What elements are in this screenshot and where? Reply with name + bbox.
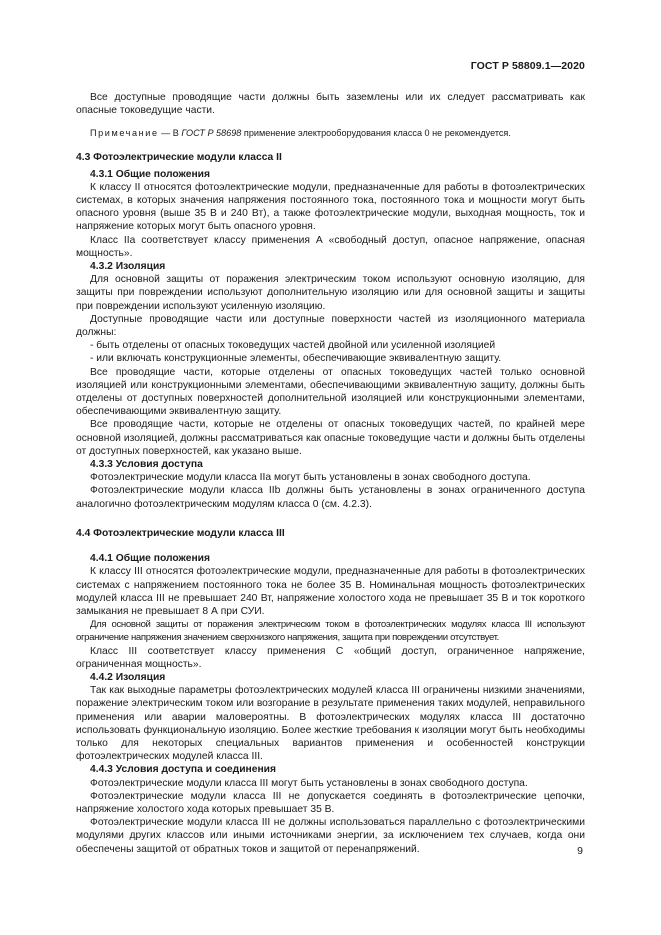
subsection-heading-4-3-3: 4.3.3 Условия доступа: [90, 459, 203, 471]
paragraph: К классу III относятся фотоэлектрические модули, предназначенные для работы в фотоэлектрических системах с напряжением постоянного тока не более 35 В. Номинальная мощность фотоэлектрических модулей класса III не превышает 240 Вт, напряжение холостого хода не превышает 35 В и ток короткого замыкания не превышает 8 А при СУИ.: [76, 566, 585, 617]
paragraph: Класс III соответствует классу применения С «общий доступ, ограниченное напряжение, ограниченная мощность».: [76, 645, 585, 670]
subsection-heading-4-4-3: 4.4.3 Условия доступа и соединения: [90, 764, 277, 776]
document-header: ГОСТ Р 58809.1—2020: [470, 60, 585, 72]
paragraph: Доступные проводящие части или доступные поверхности частей из изоляционного материала должны:: [76, 313, 585, 339]
section-heading-4-4: 4.4 Фотоэлектрические модули класса III: [76, 527, 285, 539]
paragraph: Фотоэлектрические модули класса IIa могут быть установлены в зонах свободного доступа.: [90, 472, 531, 484]
paragraph: Класс IIa соответствует классу применения А «свободный доступ, опасное напряжение, опасная мощность».: [76, 234, 585, 259]
paragraph: К классу II относятся фотоэлектрические модули, предназначенные для работы в фотоэлектрических системах, в которых значения напряжения постоянного тока, постоянного тока и мощности могут быть опасного уровня (выше 35 В и 240 Вт), а также фотоэлектрические модули, выходная мощность, ток и напряжение которых могут быть опасного уровня.: [76, 181, 585, 233]
note-text: применение электрооборудования класса 0 не рекомендуется.: [243, 128, 511, 139]
paragraph: Для основной защиты от поражения электрическим током в фотоэлектрических модулях класса III используют ограничение напряжения значением сверхнизкого напряжения, защита при повреждении отсутствует.: [76, 619, 585, 644]
list-item: - или включать конструкционные элементы, обеспечивающие эквивалентную защиту.: [90, 353, 502, 365]
note-dash: —: [161, 128, 171, 139]
note: [76, 127, 585, 139]
paragraph: Фотоэлектрические модули класса IIb должны быть установлены в зонах ограниченного доступа аналогично фотоэлектрическим модулям класса 0 (см. 4.2.3).: [76, 485, 585, 510]
subsection-heading-4-3-1: 4.3.1 Общие положения: [90, 168, 210, 180]
paragraph: Фотоэлектрические модули класса III не допускается соединять в фотоэлектрические цепочки, напряжение холостого хода которых превышает 35 В.: [76, 790, 585, 815]
paragraph: Все проводящие части, которые не отделены от опасных токоведущих частей, по крайней мере основной изоляцией, должны рассматриваться как опасные токоведущие части и должны быть отделены от доступных поверхностей, как указано выше.: [76, 419, 585, 457]
paragraph: Для основной защиты от поражения электрическим током используют основную изоляцию, для защиты при повреждении используют дополнительную изоляцию или для основной защиты и защиты при повреждении используют усиленную изоляцию.: [76, 274, 585, 312]
paragraph: Фотоэлектрические модули класса III не должны использоваться параллельно с фотоэлектрическими модулями других классов или иными источниками энергии, за исключением тех случаев, когда они обеспечены защитой от обратных токов и защитой от перенапряжений.: [76, 817, 585, 855]
note-prefix: В: [172, 128, 179, 139]
subsection-heading-4-4-1: 4.4.1 Общие положения: [90, 553, 210, 565]
paragraph: Так как выходные параметры фотоэлектрических модулей класса III ограничены низкими значениями, поражение электрическим током или возгорание в результате применения таких модулей, неправильного применения или аварии маловероятны. В фотоэлектрических модулях класса III достаточно использовать функциональную изоляцию. Более жесткие требования к изоляции могут быть необходимы только для некоторых специальных вариантов применения и особенностей конструкции фотоэлектрических модулей класса III.: [76, 685, 585, 763]
section-heading-4-3: 4.3 Фотоэлектрические модули класса II: [76, 152, 282, 164]
document-body: [76, 91, 585, 856]
note-label: Примечание: [90, 128, 159, 139]
paragraph: Все доступные проводящие части должны быть заземлены или их следует рассматривать как опасные токоведущие части.: [76, 92, 585, 117]
subsection-heading-4-3-2: 4.3.2 Изоляция: [90, 261, 166, 273]
paragraph: Фотоэлектрические модули класса III могут быть установлены в зонах свободного доступа.: [90, 777, 528, 789]
page-number: 9: [577, 845, 583, 857]
list-item: - быть отделены от опасных токоведущих частей двойной или усиленной изоляцией: [90, 340, 496, 352]
paragraph: Все проводящие части, которые отделены от опасных токоведущих частей только основной изоляцией или конструкционными элементами, обеспечивающими эквивалентную защиту, должны быть отделены от доступных поверхностей дополнительной изоляцией или конструкционными элементами, обеспечивающими эквивалентную защиту.: [76, 366, 585, 418]
subsection-heading-4-4-2: 4.4.2 Изоляция: [90, 671, 166, 683]
note-reference: ГОСТ Р 58698: [181, 128, 242, 139]
